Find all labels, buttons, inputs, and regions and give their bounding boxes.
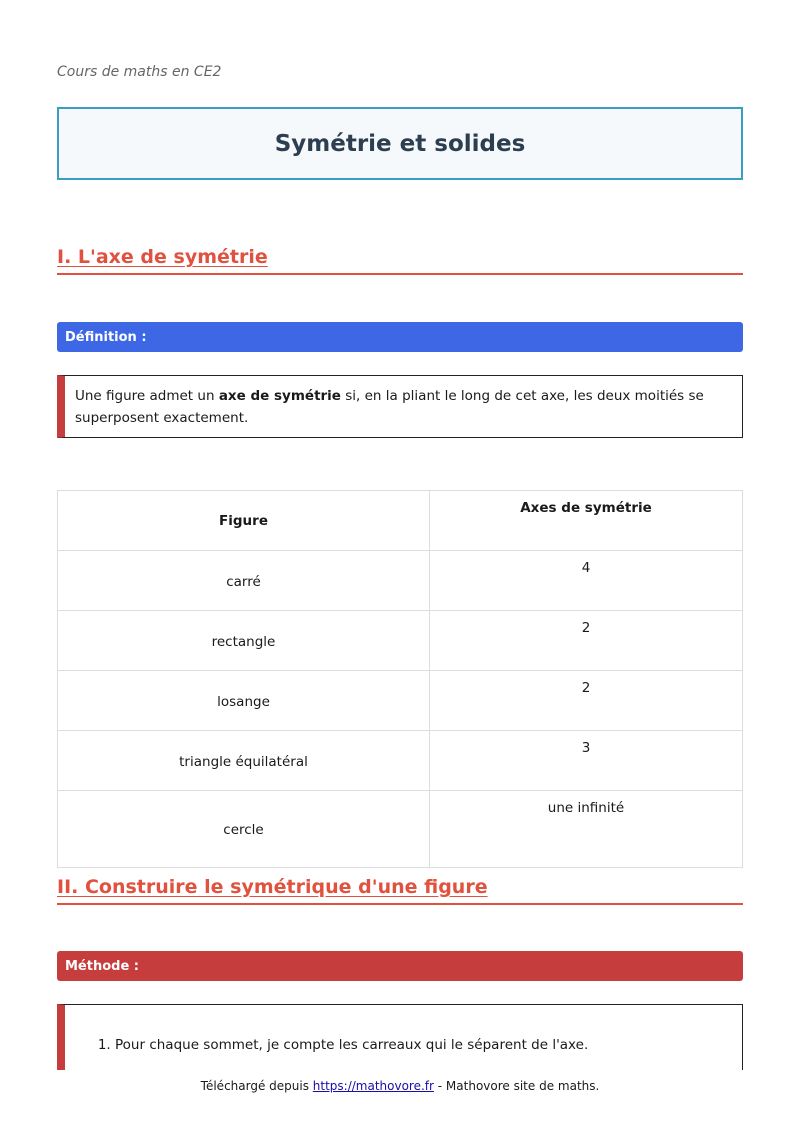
page-title: Symétrie et solides — [274, 130, 526, 157]
method-box — [57, 1004, 743, 1070]
cell-figure: carré — [58, 551, 430, 611]
table-row — [58, 791, 743, 868]
method-step: 1. Pour chaque sommet, je compte les carreaux qui le séparent de l'axe. — [115, 1037, 730, 1053]
footer — [0, 1079, 800, 1093]
section-title: II. Construire le symétrique d'une figure — [57, 876, 488, 898]
table-row — [58, 731, 743, 791]
footer-prefix: Téléchargé depuis — [200, 1079, 313, 1093]
column-header-axes: Axes de symétrie — [430, 491, 743, 551]
cell-figure: rectangle — [58, 611, 430, 671]
cell-axes: 2 — [430, 611, 743, 671]
definition-term: axe de symétrie — [218, 388, 341, 404]
section-heading-axe — [57, 246, 743, 275]
definition-text-start: Une figure admet un — [75, 388, 219, 404]
cell-axes: 4 — [430, 551, 743, 611]
method-banner: Méthode : — [57, 951, 743, 981]
table-row — [58, 611, 743, 671]
method-steps — [75, 1005, 730, 1053]
table-row — [58, 671, 743, 731]
table-row — [58, 551, 743, 611]
definition-banner: Définition : — [57, 322, 743, 352]
table-header-row — [58, 491, 743, 551]
definition-box — [57, 375, 743, 438]
cell-figure: losange — [58, 671, 430, 731]
footer-suffix: - Mathovore site de maths. — [433, 1079, 600, 1093]
footer-link[interactable]: https://mathovore.fr — [312, 1079, 434, 1093]
definition-text-end: si, en la pliant le long de cet axe, les deux moitiés se superposent exactement. — [75, 388, 704, 426]
column-header-figure: Figure — [58, 491, 430, 551]
course-subtitle: Cours de maths en CE2 — [57, 64, 222, 80]
symmetry-table — [57, 490, 743, 868]
cell-figure: cercle — [58, 791, 430, 868]
title-box — [57, 107, 743, 180]
cell-axes: 3 — [430, 731, 743, 791]
section-title: I. L'axe de symétrie — [57, 246, 268, 268]
section-heading-construire — [57, 876, 743, 905]
cell-axes: une infinité — [430, 791, 743, 868]
cell-figure: triangle équilatéral — [58, 731, 430, 791]
cell-axes: 2 — [430, 671, 743, 731]
